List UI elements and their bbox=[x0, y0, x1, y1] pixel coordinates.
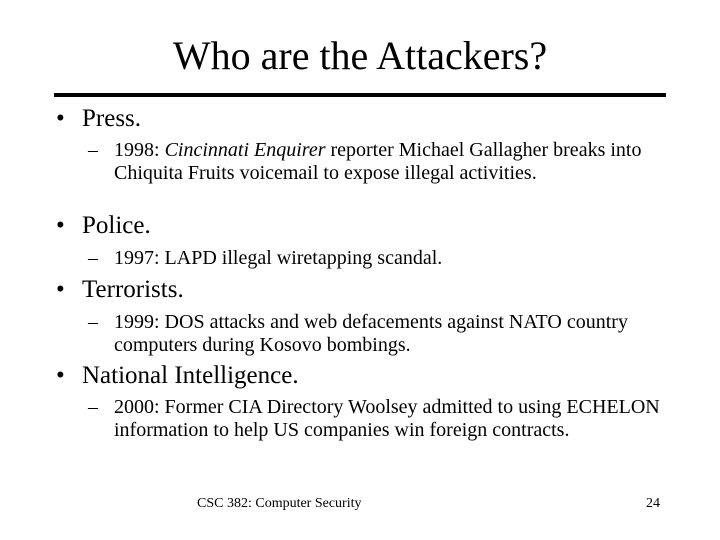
sub-item-press bbox=[88, 139, 678, 185]
bullet-press bbox=[56, 105, 141, 133]
sub-item-text: 1997: LAPD illegal wiretapping scandal. bbox=[114, 247, 443, 269]
bullet-terrorists bbox=[56, 276, 184, 304]
page-number: 24 bbox=[646, 496, 660, 511]
bullet-label: Police. bbox=[82, 212, 151, 239]
sub-item-national-intelligence bbox=[88, 396, 678, 442]
bullet-icon: • bbox=[56, 276, 65, 303]
bullet-icon: • bbox=[56, 362, 65, 389]
bullet-label: National Intelligence. bbox=[82, 362, 299, 389]
sub-item-suffix: reporter Michael Gallagher breaks into Chiquita Fruits voicemail to expose illegal activities. bbox=[114, 139, 642, 184]
bullet-national-intelligence bbox=[56, 362, 299, 390]
sub-item-text bbox=[114, 139, 678, 185]
dash-icon: – bbox=[88, 139, 98, 161]
sub-item-text: 1999: DOS attacks and web defacements against NATO country computers during Kosovo bombings. bbox=[114, 311, 628, 356]
dash-icon: – bbox=[88, 311, 98, 333]
title-divider bbox=[54, 93, 666, 97]
sub-item-terrorists bbox=[88, 311, 678, 357]
bullet-label: Terrorists. bbox=[82, 276, 184, 303]
sub-item-text: 2000: Former CIA Directory Woolsey admitted to using ECHELON information to help US companies win foreign contracts. bbox=[114, 396, 660, 441]
sub-item-prefix: 1998: bbox=[114, 139, 165, 161]
sub-item-police bbox=[88, 247, 678, 270]
bullet-police bbox=[56, 212, 151, 240]
bullet-label: Press. bbox=[82, 105, 142, 132]
bullet-icon: • bbox=[56, 212, 65, 239]
publication-name: Cincinnati Enquirer bbox=[164, 139, 326, 161]
dash-icon: – bbox=[88, 396, 98, 418]
bullet-icon: • bbox=[56, 105, 65, 132]
footer-course-label: CSC 382: Computer Security bbox=[197, 496, 362, 511]
slide-title: Who are the Attackers? bbox=[172, 33, 548, 78]
dash-icon: – bbox=[88, 247, 98, 269]
